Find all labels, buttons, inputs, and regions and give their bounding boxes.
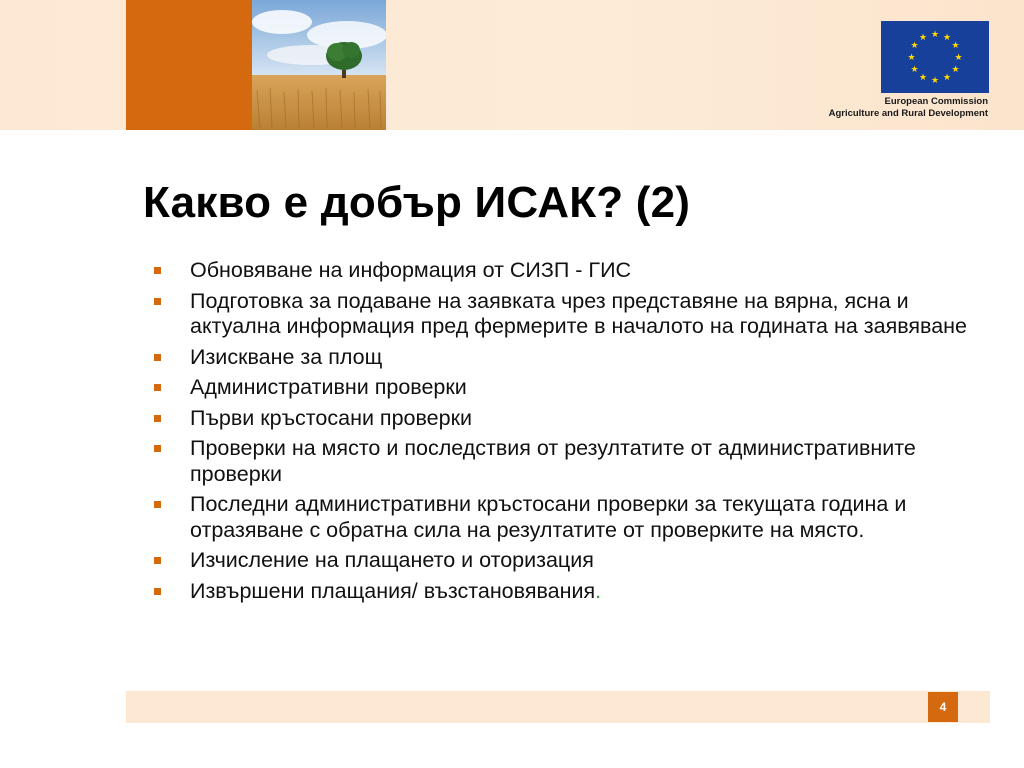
bullet-item: [150, 375, 970, 401]
bullet-item: [150, 258, 970, 284]
bullet-marker-icon: [154, 415, 161, 422]
bullet-item: [150, 289, 970, 340]
bullet-text: Изискване за площ: [190, 344, 383, 369]
bullet-text: Извършени плащания/ възстановявания: [190, 578, 596, 603]
bullet-item: [150, 436, 970, 487]
bullet-marker-icon: [154, 588, 161, 595]
bullet-marker-icon: [154, 354, 161, 361]
svg-text:★: ★: [954, 52, 963, 62]
bullet-item: [150, 345, 970, 371]
bullet-list: [150, 258, 970, 609]
bullet-marker-icon: [154, 557, 161, 564]
svg-text:★: ★: [930, 75, 940, 85]
svg-text:★: ★: [918, 72, 928, 82]
eu-flag-icon: [881, 21, 989, 93]
bullet-item: [150, 492, 970, 543]
bullet-item: [150, 579, 970, 605]
bullet-item: [150, 548, 970, 574]
orange-accent-block: [126, 0, 252, 130]
green-period: .: [595, 578, 602, 603]
page-number: 4: [928, 692, 958, 722]
bullet-marker-icon: [154, 267, 161, 274]
svg-text:★: ★: [910, 40, 919, 50]
bullet-text: Административни проверки: [190, 375, 467, 399]
bullet-marker-icon: [154, 384, 161, 391]
logo-line-2: Agriculture and Rural Development: [828, 108, 988, 119]
bullet-item: [150, 406, 970, 432]
bullet-marker-icon: [154, 298, 161, 305]
footer-band: [126, 691, 990, 723]
svg-text:★: ★: [951, 64, 960, 74]
bullet-text: Изчисление на плащането и оторизация: [190, 548, 594, 572]
svg-text:★: ★: [942, 72, 952, 82]
logo-line-1: European Commission: [884, 96, 988, 107]
svg-text:★: ★: [951, 40, 960, 50]
bullet-marker-icon: [154, 501, 161, 508]
bullet-marker-icon: [154, 445, 161, 452]
wheat-field-tree-icon: [252, 0, 386, 130]
svg-text:★: ★: [907, 52, 916, 62]
svg-text:★: ★: [930, 29, 940, 39]
bullet-text: Подготовка за подаване на заявката чрез представяне на вярна, ясна и актуална информация пред фермерите в началото на годината на заявяване: [190, 288, 968, 338]
svg-text:★: ★: [910, 64, 919, 74]
bullet-text: Обновяване на информация от СИЗП - ГИС: [190, 258, 632, 282]
eu-logo-text: [829, 96, 988, 120]
bullet-text: Последни административни кръстосани проверки за текущата година и отразяване с обратна сила на резултатите от проверките на място.: [190, 492, 907, 542]
bullet-text: Проверки на място и последствия от резултатите от административните проверки: [190, 436, 916, 486]
slide-title: Какво е добър ИСАК? (2): [143, 178, 691, 227]
svg-text:★: ★: [942, 32, 952, 42]
svg-text:★: ★: [918, 32, 928, 42]
bullet-text: Първи кръстосани проверки: [190, 405, 472, 430]
